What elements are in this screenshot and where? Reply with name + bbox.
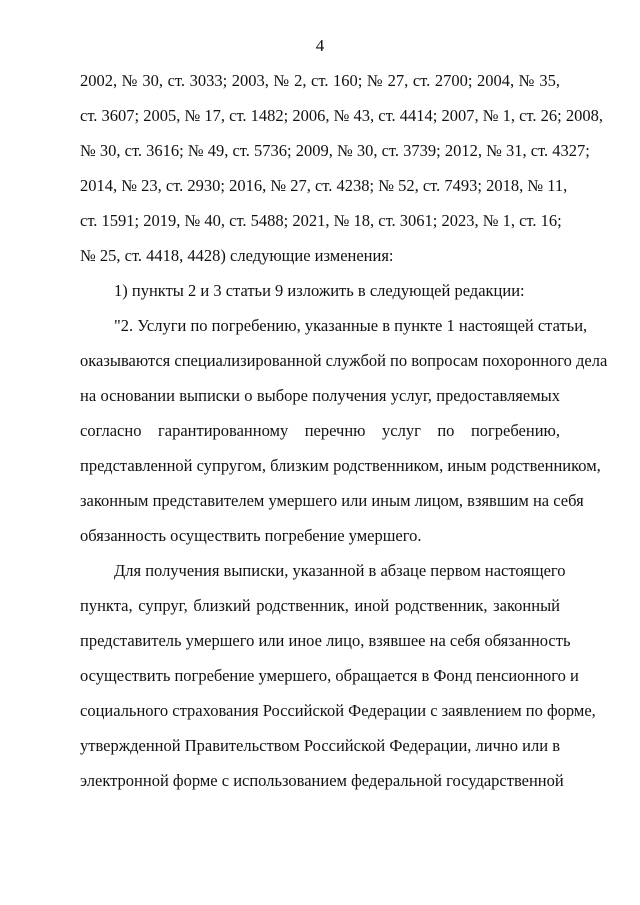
text-line: представитель умершего или иное лицо, взявшее на себя обязанность [80, 631, 571, 650]
text-line: законным представителем умершего или иным лицом, взявшим на себя [80, 491, 584, 510]
text-line-last: обязанность осуществить погребение умершего. [80, 526, 422, 545]
text-line: 2002, № 30, ст. 3033; 2003, № 2, ст. 160; № 27, ст. 2700; 2004, № 35, [80, 71, 560, 90]
text-line: 2014, № 23, ст. 2930; 2016, № 27, ст. 4238; № 52, ст. 7493; 2018, № 11, [80, 176, 568, 195]
text-line: электронной форме с использованием федеральной государственной [80, 771, 564, 790]
text-line: оказываются специализированной службой по вопросам похоронного дела [80, 351, 608, 370]
paragraph-first-line: "2. Услуги по погребению, указанные в пункте 1 настоящей статьи, [114, 316, 588, 335]
text-line: на основании выписки о выборе получения услуг, предоставляемых [80, 386, 560, 405]
text-line: пункта, супруг, близкий родственник, иной родственник, законный [80, 596, 560, 615]
text-line: представленной супругом, близким родственником, иным родственником, [80, 456, 601, 475]
text-line: № 30, ст. 3616; № 49, ст. 5736; 2009, № 30, ст. 3739; 2012, № 31, ст. 4327; [80, 141, 590, 160]
text-line: ст. 1591; 2019, № 40, ст. 5488; 2021, № 18, ст. 3061; 2023, № 1, ст. 16; [80, 211, 562, 230]
list-item-line: 1) пункты 2 и 3 статьи 9 изложить в следующей редакции: [114, 281, 525, 300]
text-line-last: № 25, ст. 4418, 4428) следующие изменения: [80, 246, 394, 265]
text-line: социального страхования Российской Федерации с заявлением по форме, [80, 701, 596, 720]
page-number: 4 [315, 36, 325, 55]
text-line: ст. 3607; 2005, № 17, ст. 1482; 2006, № 43, ст. 4414; 2007, № 1, ст. 26; 2008, [80, 106, 603, 125]
text-line: согласно гарантированному перечню услуг по погребению, [80, 421, 560, 440]
paragraph-first-line: Для получения выписки, указанной в абзаце первом настоящего [114, 561, 566, 580]
text-line: утвержденной Правительством Российской Федерации, лично или в [80, 736, 560, 755]
text-line: осуществить погребение умершего, обращается в Фонд пенсионного и [80, 666, 579, 685]
